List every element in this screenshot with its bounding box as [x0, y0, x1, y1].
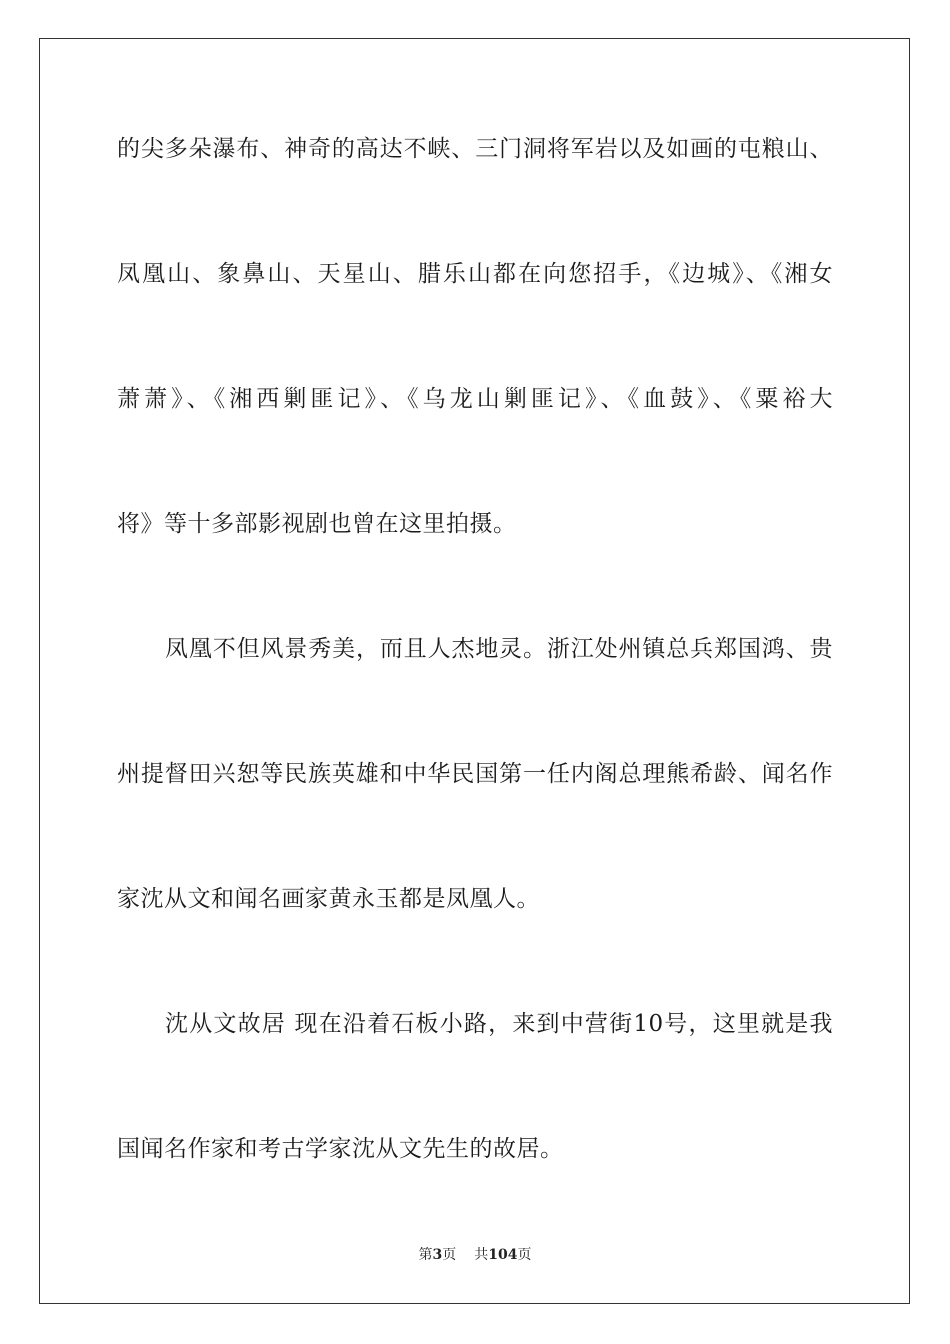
page-prefix: 第 — [418, 1247, 433, 1263]
page-footer — [0, 1246, 950, 1264]
total-pages: 104 — [488, 1247, 518, 1263]
total-prefix: 共 — [474, 1247, 489, 1263]
text-line-5: 凤凰不但风景秀美，而且人杰地灵。浙江处州镇总兵郑国鸿、贵 — [165, 636, 833, 662]
total-suffix: 页 — [517, 1247, 532, 1263]
text-line-4: 将》等十多部影视剧也曾在这里拍摄。 — [117, 511, 517, 537]
text-line-7: 家沈从文和闻名画家黄永玉都是凤凰人。 — [117, 886, 540, 912]
text-line-9: 国闻名作家和考古学家沈从文先生的故居。 — [117, 1136, 564, 1162]
page-suffix: 页 — [442, 1247, 457, 1263]
text-line-8: 沈从文故居 现在沿着石板小路，来到中营街10号，这里就是我 — [165, 1011, 833, 1037]
text-line-6: 州提督田兴恕等民族英雄和中华民国第一任内阁总理熊希龄、闻名作 — [117, 761, 833, 787]
text-line-1: 的尖多朵瀑布、神奇的高达不峡、三门洞将军岩以及如画的屯粮山、 — [117, 136, 833, 162]
page-number: 3 — [432, 1247, 443, 1263]
page-border — [39, 38, 910, 1304]
text-line-3: 萧萧》、《湘西剿匪记》、《乌龙山剿匪记》、《血鼓》、《粟裕大 — [117, 386, 833, 412]
text-line-2: 凤凰山、象鼻山、天星山、腊乐山都在向您招手，《边城》、《湘女 — [117, 261, 833, 287]
